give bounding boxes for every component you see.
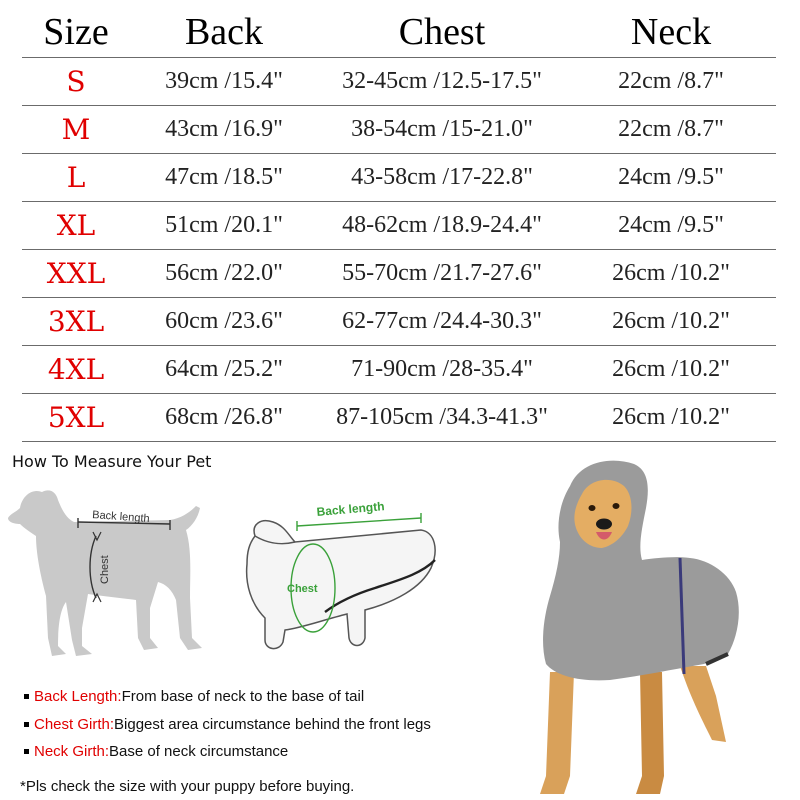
table-header-row <box>22 6 776 58</box>
fleece-coat-icon <box>543 461 739 681</box>
back-cell: 43cm /16.9" <box>165 116 283 142</box>
dog-nose <box>596 519 612 530</box>
purchase-note: *Pls check the size with your puppy before buying. <box>20 778 355 795</box>
back-cell: 68cm /26.8" <box>165 404 283 430</box>
dog-back-label: Back length <box>91 509 150 526</box>
chest-cell: 43-58cm /17-22.8" <box>351 164 533 190</box>
dog-chest-label: Chest <box>99 555 111 584</box>
measure-title: How To Measure Your Pet <box>12 452 212 471</box>
chest-cell: 32-45cm /12.5-17.5" <box>342 68 542 94</box>
coat-measure-diagram <box>225 492 465 662</box>
header-neck: Neck <box>630 10 712 53</box>
chest-cell: 38-54cm /15-21.0" <box>351 116 533 142</box>
coat-outline-icon <box>247 521 435 649</box>
header-back: Back <box>184 10 264 53</box>
chest-cell: 48-62cm /18.9-24.4" <box>342 212 542 238</box>
term-label: Neck Girth: <box>34 743 110 761</box>
measure-instructions <box>24 683 431 766</box>
term-label: Chest Girth: <box>34 715 115 733</box>
term-label: Back Length: <box>34 688 122 706</box>
size-cell: L <box>66 161 86 194</box>
coat-back-label: Back length <box>316 499 386 519</box>
size-cell: XXL <box>46 257 106 290</box>
coat-chest-label: Chest <box>287 583 318 595</box>
bullet-icon <box>24 749 29 754</box>
list-item <box>24 711 431 739</box>
bullet-icon <box>24 694 29 699</box>
size-cell: 5XL <box>47 401 105 434</box>
list-item <box>24 683 431 711</box>
table-row <box>22 394 776 442</box>
term-description: Base of neck circumstance <box>109 743 289 761</box>
header-size: Size <box>43 10 109 53</box>
neck-cell: 22cm /8.7" <box>618 116 724 142</box>
neck-cell: 26cm /10.2" <box>612 356 730 382</box>
list-item <box>24 738 431 766</box>
neck-cell: 24cm /9.5" <box>618 212 724 238</box>
size-cell: 4XL <box>47 353 105 386</box>
chest-cell: 71-90cm /28-35.4" <box>351 356 533 382</box>
table-row <box>22 58 776 106</box>
term-description: Biggest area circumstance behind the front legs <box>114 715 431 733</box>
coat-back-line <box>297 518 421 526</box>
size-cell: 3XL <box>47 305 105 338</box>
dog-eye-right <box>613 503 620 509</box>
table-row <box>22 154 776 202</box>
size-cell: S <box>66 65 86 98</box>
table-row <box>22 202 776 250</box>
header-chest: Chest <box>398 10 486 53</box>
table-row <box>22 106 776 154</box>
back-cell: 56cm /22.0" <box>165 260 283 286</box>
chest-cell: 87-105cm /34.3-41.3" <box>336 404 548 430</box>
table-row <box>22 298 776 346</box>
chest-cell: 62-77cm /24.4-30.3" <box>342 308 542 334</box>
table-row <box>22 346 776 394</box>
neck-cell: 26cm /10.2" <box>612 260 730 286</box>
size-cell: M <box>61 113 91 146</box>
back-cell: 51cm /20.1" <box>165 212 283 238</box>
back-cell: 47cm /18.5" <box>165 164 283 190</box>
size-chart-table <box>22 6 776 442</box>
back-cell: 60cm /23.6" <box>165 308 283 334</box>
neck-cell: 22cm /8.7" <box>618 68 724 94</box>
neck-cell: 26cm /10.2" <box>612 308 730 334</box>
dog-legs <box>540 666 726 794</box>
back-cell: 39cm /15.4" <box>165 68 283 94</box>
bullet-icon <box>24 722 29 727</box>
back-cell: 64cm /25.2" <box>165 356 283 382</box>
neck-cell: 24cm /9.5" <box>618 164 724 190</box>
dog-wearing-coat-image <box>530 446 800 800</box>
size-cell: XL <box>56 209 96 242</box>
dog-measure-diagram <box>0 478 232 668</box>
table-row <box>22 250 776 298</box>
neck-cell: 26cm /10.2" <box>612 404 730 430</box>
dog-eye-left <box>589 505 596 511</box>
chest-cell: 55-70cm /21.7-27.6" <box>342 260 542 286</box>
term-description: From base of neck to the base of tail <box>121 688 365 706</box>
